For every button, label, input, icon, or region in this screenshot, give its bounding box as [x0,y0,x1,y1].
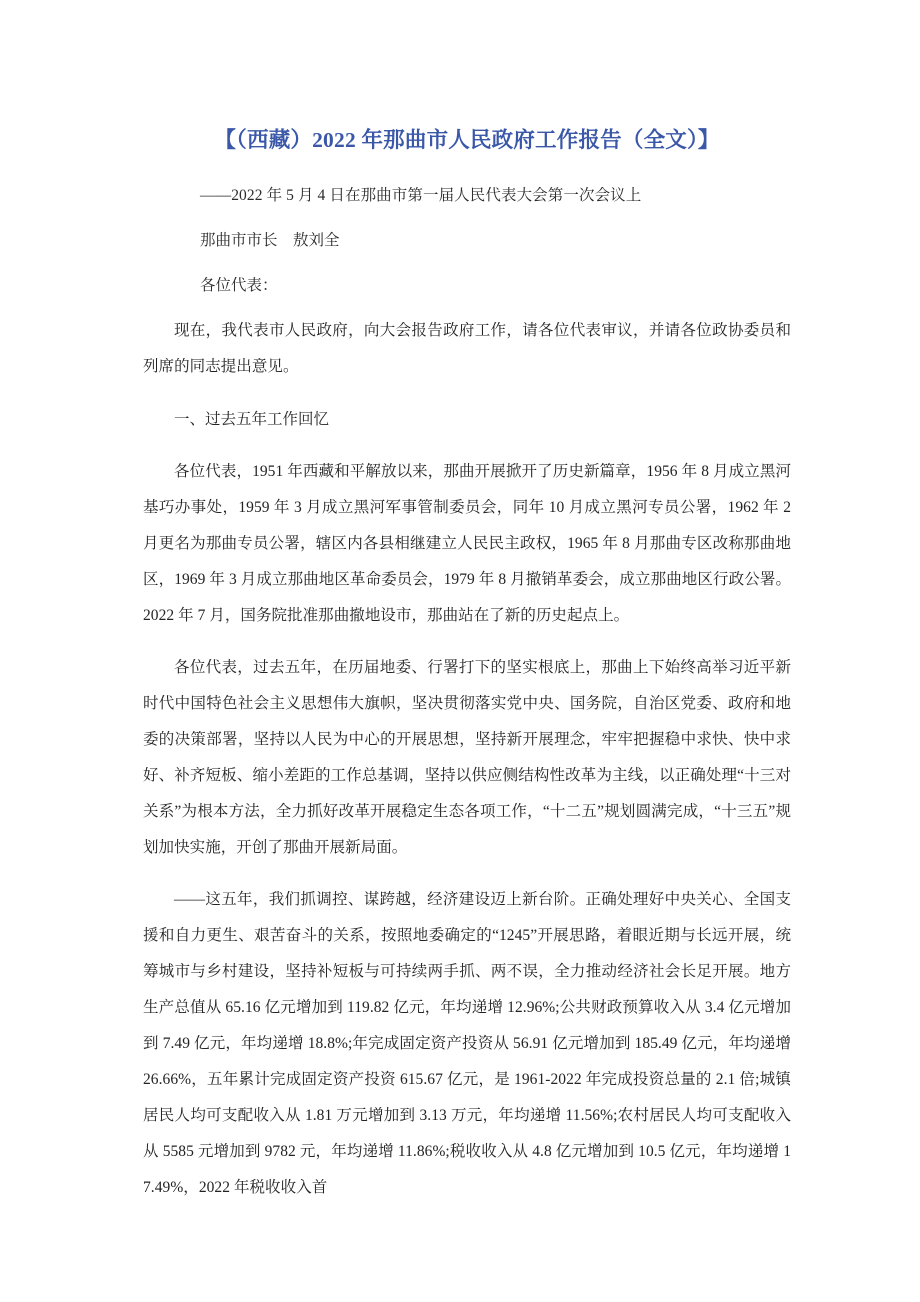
section-heading-one: 一、过去五年工作回忆 [174,411,330,429]
document-content [143,0,791,1206]
paragraph-intro: 现在，我代表市人民政府，向大会报告政府工作，请各位代表审议，并请各位政协委员和列席的同志提出意见。 [143,322,791,376]
paragraph-history: 各位代表，1951 年西藏和平解放以来，那曲开展掀开了历史新篇章，1956 年 8 月成立黑河基巧办事处，1959 年 3 月成立黑河军事管制委员会，同年 10 月成立黑河专员公署，1962 年 2 月更名为那曲专员公署，辖区内各县相继建立人民民主政权，1965 年 8 月那曲专区改称那曲地区，1969 年 3 月成立那曲地区革命委员会，1979 年 8 月撤销革委会，成立那曲地区行政公署。2022 年 7 月，国务院批准那曲撤地设市，那曲站在了新的历史起点上。 [143,463,791,625]
page-title: 【（西藏）2022 年那曲市人民政府工作报告（全文）】 [214,128,720,152]
paragraph-economy: ——这五年，我们抓调控、谋跨越，经济建设迈上新台阶。正确处理好中央关心、全国支援和自力更生、艰苦奋斗的关系，按照地委确定的“1245”开展思路，着眼近期与长远开展，统筹城市与乡村建设，坚持补短板与可持续两手抓、两不误，全力推动经济社会长足开展。地方生产总值从 65.16 亿元增加到 119.82 亿元，年均递增 12.96%;公共财政预算收入从 3.4 亿元增加到 7.49 亿元，年均递增 18.8%;年完成固定资产投资从 56.91 亿元增加到 185.49 亿元，年均递增 26.66%，五年累计完成固定资产投资 615.67 亿元，是 1961-2022 年完成投资总量的 2.1 倍;城镇居民人均可支配收入从 1.81 万元增加到 3.13 万元，年均递增 11.56%;农村居民人均可支配收入从 5585 元增加到 9782 元，年均递增 11.86%;税收收入从 4.8 亿元增加到 10.5 亿元，年均递增 17.49%，2022 年税收收入首 [143,891,791,1197]
document-subline: ——2022 年 5 月 4 日在那曲市第一届人民代表大会第一次会议上 [200,187,642,205]
document-byline: 那曲市市长 敖刘全 [200,231,340,249]
paragraph-five-years-overview: 各位代表，过去五年，在历届地委、行署打下的坚实根底上，那曲上下始终高举习近平新时代中国特色社会主义思想伟大旗帜，坚决贯彻落实党中央、国务院，自治区党委、政府和地委的决策部署，坚持以人民为中心的开展思想，坚持新开展理念，牢牢把握稳中求快、快中求好、补齐短板、缩小差距的工作总基调，坚持以供应侧结构性改革为主线，以正确处理“十三对关系”为根本方法，全力抓好改革开展稳定生态各项工作，“十二五”规划圆满完成，“十三五”规划加快实施，开创了那曲开展新局面。 [143,659,791,857]
document-salutation: 各位代表： [200,277,278,295]
